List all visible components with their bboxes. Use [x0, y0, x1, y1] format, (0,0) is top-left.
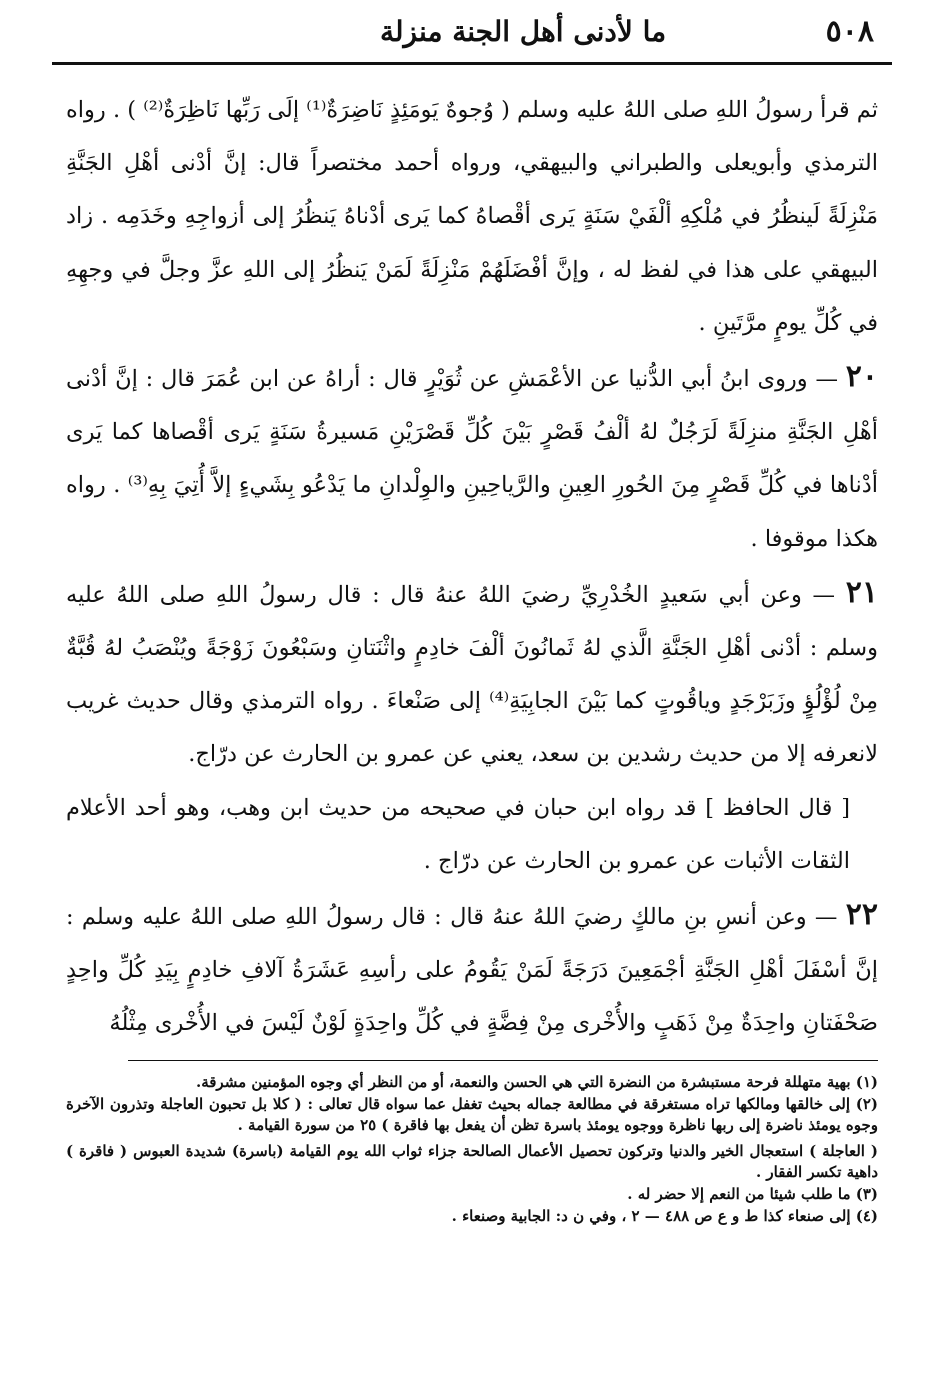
footnote-3: (٣) ما طلب شيئا من النعم إلا حضر له .: [627, 1184, 878, 1203]
footnote-4: (٤) إلى صنعاء كذا ط و ع ص ٤٨٨ — ٢ ، وفي ن د: الجابية وصنعاء .: [451, 1206, 878, 1225]
hadith-22: [66, 888, 878, 1051]
page-number: ٥٠٨: [825, 13, 874, 49]
hadith-21: [66, 566, 878, 782]
hadith-number: ٢٠: [845, 359, 878, 395]
footnote-2-continued: ( العاجلة ) استعجال الخير والدنيا وتركون تحصيل الأعمال الصالحة جزاء ثواب الله يوم القيامة (باسرة) شديدة العبوس ( فاقرة ) داهية تكسر الفقار .: [66, 1141, 878, 1182]
running-title: ما لأدنى أهل الجنة منزلة: [380, 14, 667, 48]
header-rule: [52, 62, 892, 65]
hadith-number: ٢٢: [845, 897, 878, 933]
main-text: [66, 84, 878, 1051]
hadith-20: [66, 350, 878, 566]
footnote-rule: [128, 1060, 878, 1061]
hadith-number: ٢١: [845, 574, 878, 610]
hafiz-comment: [66, 782, 878, 888]
footnote-2: (٢) إلى خالقها ومالكها تراه مستغرقة في مطالعة جماله بحيث تغفل عما سواه قال تعالى : ( كلا بل تحبون العاجلة وتذرون الآخرة وجوه يومئذ ناضرة إلى ربها ناظرة ووجوه يومئذ باسرة تظن أن يفعل بها فاقرة ) ٢٥ من سورة القيامة .: [66, 1094, 878, 1135]
hadith-text: — وعن أنسِ بنِ مالكٍ رضيَ اللهُ عنهُ قال : قال رسولُ اللهِ صلى اللهُ عليه وسلم : إنَّ أسْفَلَ أهْلِ الجَنَّةِ أجْمَعِينَ دَرَجَةً لَمَنْ يَقُومُ على رأسِهِ عَشَرَةُ آلافِ خادِمٍ بِيَدِ كُلِّ واحِدٍ صَحْفَتانِ واحِدَةٌ مِنْ ذَهَبٍ والأُخْرى مِنْ فِضَّةٍ في كُلِّ واحِدَةٍ لَوْنٌ لَيْسَ في الأُخْرى مِثْلُهُ: [66, 904, 878, 1037]
comment-text: [ قال الحافظ ] قد رواه ابن حبان في صحيحه من حديث ابن وهب، وهو أحد الأعلام الثقات الأثبات عن عمرو بن الحارث عن درّاج .: [66, 794, 850, 874]
hadith-text: — وروى ابنُ أبي الدُّنيا عن الأعْمَشِ عن ثُوَيْرٍ قال : أراهُ عن ابن عُمَرَ قال : إنَّ أدْنى أهْلِ الجَنَّةِ منزِلَةً لَرَجُلٌ لهُ ألْفُ قَصْرٍ بَيْنَ كُلِّ قَصْرَيْنِ مَسيرةُ سَنَةٍ يَرى أقْصاها كما يَرى أدْناها في كُلِّ قَصْرٍ مِنَ الحُورِ العِينِ والرَّياحِينِ والوِلْدانِ ما يَدْعُو بِشَيءٍ إلاَّ أُتِيَ بِهِ⁽³⁾ . رواه هكذا موقوفا .: [66, 366, 878, 552]
hadith-text: — وعن أبي سَعيدٍ الخُدْرِيِّ رضيَ اللهُ عنهُ قال : قال رسولُ اللهِ صلى اللهُ عليه وسلم : أدْنى أهْلِ الجَنَّةِ الَّذي لهُ ثَمانُونَ ألْفَ خادِمٍ واثْنَتانِ وسَبْعُونَ زَوْجَةً ويُنْصَبُ لهُ قُبَّةٌ مِنْ لُؤْلُؤٍ وزَبَرْجَدٍ وياقُوتٍ كما بَيْنَ الجابِيَةِ⁽⁴⁾ إلى صَنْعاءَ . رواه الترمذي وقال حديث غريب لانعرفه إلا من حديث رشدين بن سعد، يعني عن عمرو بن الحارث عن درّاج.: [66, 581, 878, 768]
page-header: [70, 8, 874, 54]
footnote-1: (١) بهية متهللة فرحة مستبشرة من النضرة التي هي الحسن والنعمة، أو من النظر أي وجوه المؤمنين مشرقة.: [196, 1073, 878, 1091]
paragraph-text: ثم قرأ رسولُ اللهِ صلى اللهُ عليه وسلم ( وُجوهٌ يَومَئِذٍ نَاضِرَةٌ⁽¹⁾ إلَى رَبِّها نَاظِرَةٌ⁽²⁾ ) . رواه الترمذي وأبويعلى والطبراني والبيهقي، ورواه أحمد مختصراً قال: إنَّ أدْنى أهْلِ الجَنَّةِ مَنْزِلَةً لَينظُرُ في مُلْكِهِ ألْفَيْ سَنَةٍ يَرى أقْصاهُ كما يَرى أدْناهُ يَنظُرُ إلى أزواجِهِ وخَدَمِه . زاد البيهقي على هذا في لفظ له ، وإنَّ أفْضَلَهُمْ مَنْزِلَةً لَمَنْ يَنظُرُ إلى اللهِ عزَّ وجلَّ في وجهِهِ في كُلِّ يومٍ مرَّتَينِ .: [66, 97, 879, 336]
footnotes: [66, 1072, 878, 1227]
paragraph: [66, 84, 878, 350]
